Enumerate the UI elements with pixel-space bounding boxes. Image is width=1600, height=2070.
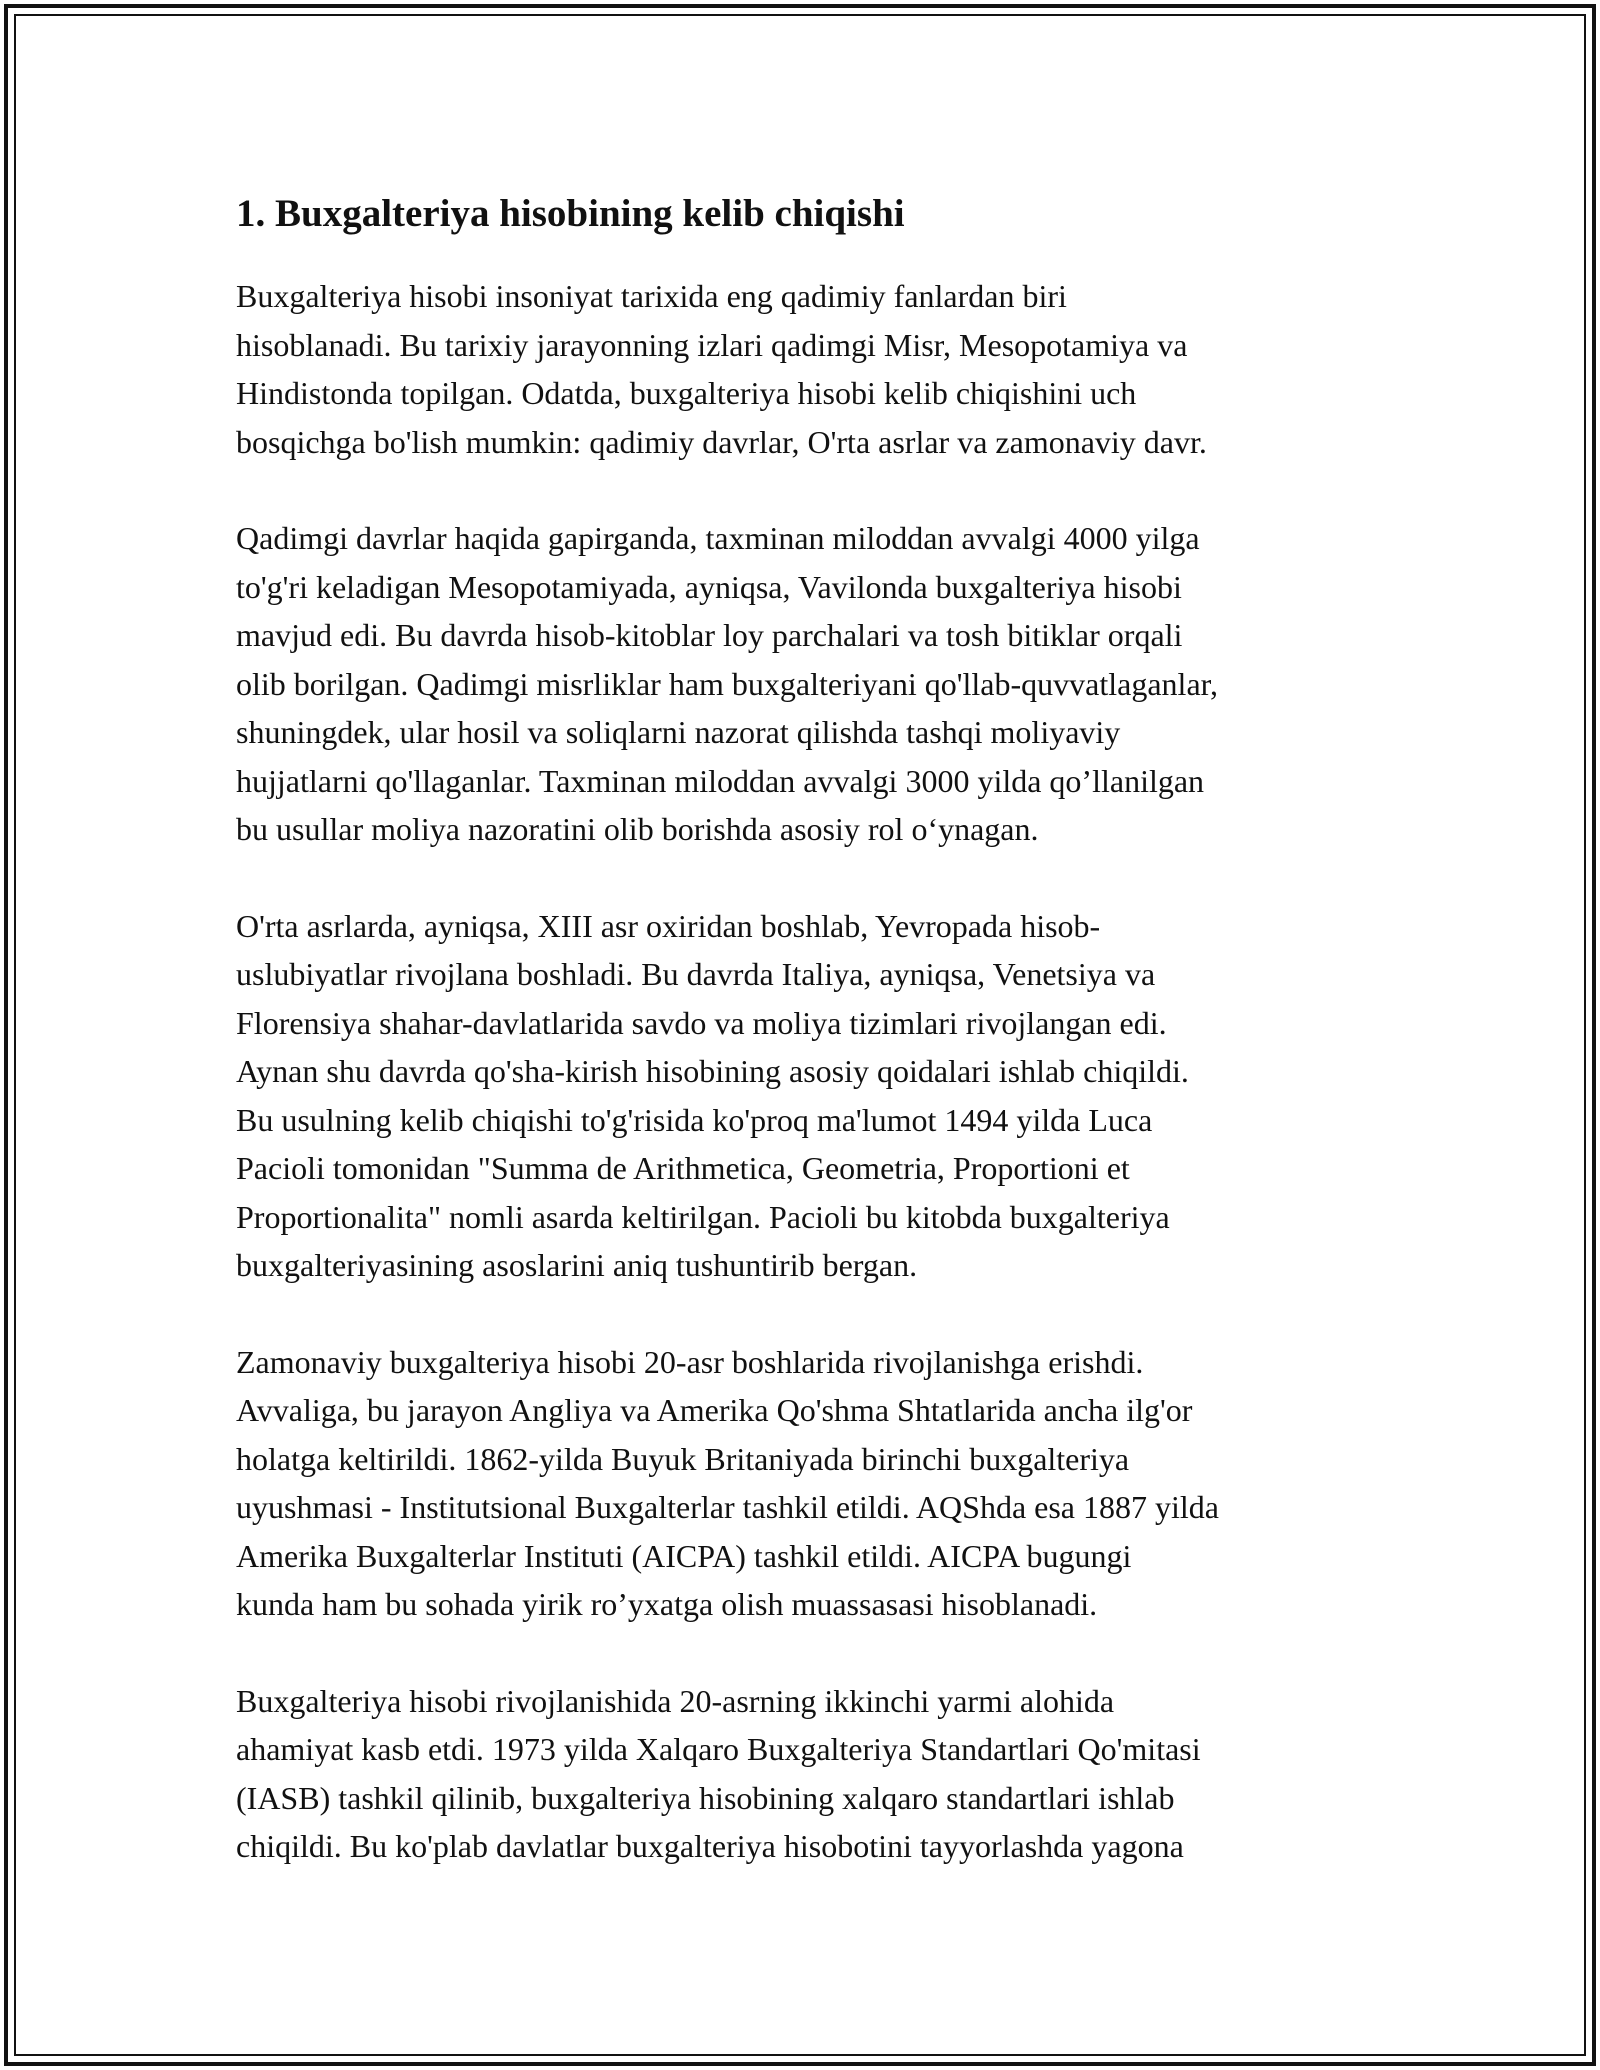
paragraph-modern-period: Zamonaviy buxgalteriya hisobi 20-asr boshlarida rivojlanishga erishdi. Avvaliga, bu jarayon Angliya va Amerika Qo'shma Shtatlarida ancha ilg'or holatga keltirildi. 1862-yilda Buyuk Britaniyada birinchi buxgalteriya uyushmasi - Institutsional Buxgalterlar tashkil etildi. AQShda esa 1887 yilda Amerika Buxgalterlar Instituti (AICPA) tashkil etildi. AICPA bugungi kunda ham bu sohada yirik ro’yxatga olish muassasasi hisoblanadi. [236,1343,1219,1622]
paragraph-ancient-period: Qadimgi davrlar haqida gapirganda, taxminan miloddan avvalgi 4000 yilga to'g'ri keladigan Mesopotamiyada, ayniqsa, Vavilonda buxgalteriya hisobi mavjud edi. Bu davrda hisob-kitoblar loy parchalari va tosh bitiklar orqali olib borilgan. Qadimgi misrliklar ham buxgalteriyani qo'llab-quvvatlaganlar, shuningdek, ular hosil va soliqlarni nazorat qilishda tashqi moliyaviy hujjatlarni qo'llaganlar. Taxminan miloddan avvalgi 3000 yilda qo’llanilgan bu usullar moliya nazoratini olib borishda asosiy rol o‘ynagan. [236,520,1219,847]
paragraph-late-20th-century: Buxgalteriya hisobi rivojlanishida 20-asrning ikkinchi yarmi alohida ahamiyat kasb etdi. 1973 yilda Xalqaro Buxgalteriya Standartlari Qo'mitasi (IASB) tashkil qilinib, buxgalteriya hisobining xalqaro standartlari ishlab chiqildi. Bu ko'plab davlatlar buxgalteriya hisobotini tayyorlashda yagona [236,1682,1201,1864]
document-body [236,186,1386,1919]
paragraph-intro: Buxgalteriya hisobi insoniyat tarixida eng qadimiy fanlardan biri hisoblanadi. Bu tarixiy jarayonning izlari qadimgi Misr, Mesopotamiya va Hindistonda topilgan. Odatda, buxgalteriya hisobi kelib chiqishini uch bosqichga bo'lish mumkin: qadimiy davrlar, O'rta asrlar va zamonaviy davr. [236,278,1207,460]
section-heading: 1. Buxgalteriya hisobining kelib chiqishi [236,192,905,235]
paragraph-middle-ages: O'rta asrlarda, ayniqsa, XIII asr oxiridan boshlab, Yevropada hisob- uslubiyatlar rivojlana boshladi. Bu davrda Italiya, ayniqsa, Venetsiya va Florensiya shahar-davlatlarida savdo va moliya tizimlari rivojlangan edi. Aynan shu davrda qo'sha-kirish hisobining asosiy qoidalari ishlab chiqildi. Bu usulning kelib chiqishi to'g'risida ko'proq ma'lumot 1494 yilda Luca Pacioli tomonidan "Summa de Arithmetica, Geometria, Proportioni et Proportionalita" nomli asarda keltirilgan. Pacioli bu kitobda buxgalteriya buxgalteriyasining asoslarini aniq tushuntirib bergan. [236,907,1189,1283]
